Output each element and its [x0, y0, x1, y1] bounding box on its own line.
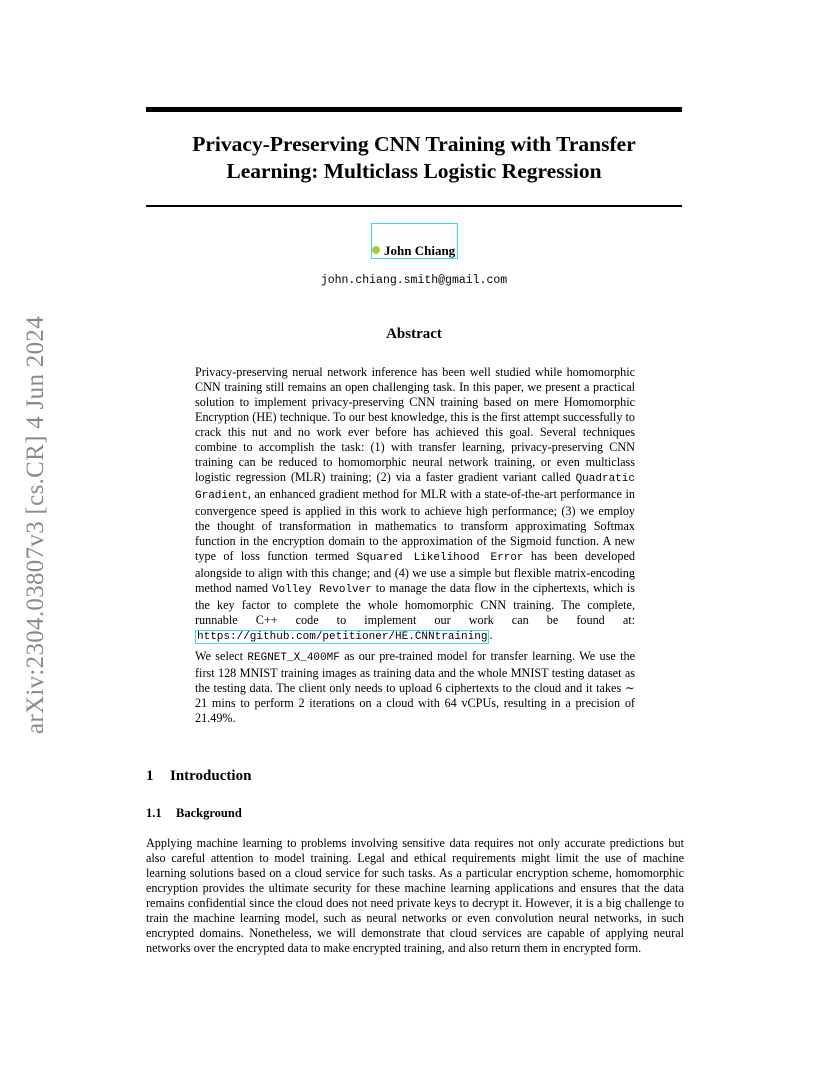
title-bottom-rule: [146, 205, 682, 207]
author-email: john.chiang.smith@gmail.com: [320, 274, 508, 287]
code-repository-link[interactable]: https://github.com/petitioner/HE.CNNtraining: [197, 631, 488, 643]
subsection-title: Background: [176, 806, 242, 820]
orcid-icon[interactable]: [372, 246, 380, 254]
abstract-text: , an enhanced gradient method for MLR with a state-of-the-art performance in convergence speed is applied in this work to achieve high performance; (3) we employ the thought of transformation in mathematics to transform approximating Softmax function in the encryption domain to the approximation of the Sigmoid function. A new type of loss function termed: [195, 487, 635, 563]
title-line: Learning: Multiclass Logistic Regression: [226, 159, 602, 183]
abstract-body: [195, 365, 635, 730]
subsection-number: 1.1: [146, 806, 162, 820]
title-top-rule: [146, 107, 682, 112]
author[interactable]: [372, 243, 455, 258]
body-paragraph: Applying machine learning to problems involving sensitive data requires not only accurate predictions but also careful attention to model training. Legal and ethical requirements might limit the use of machine learning solutions based on a cloud service for such tasks. As a particular encryption scheme, homomorphic encryption provides the ultimate security for these machine learning applications and ensures that the data remains confidential since the cloud does not need private keys to decrypt it. However, it is a big challenge to train the machine learning model, such as neural networks or even convolution neural networks, in such encrypted domains. Nonetheless, we will demonstrate that cloud services are capable of applying neural networks over the encrypted data to make encrypted training, and also return them in encrypted form.: [146, 836, 684, 955]
section-number: 1: [146, 768, 154, 784]
code-term: Squared Likelihood Error: [356, 552, 524, 564]
code-term: REGNET_X_400MF: [247, 652, 340, 664]
abstract-paragraph-2: [195, 649, 635, 726]
title-line: Privacy-Preserving CNN Training with Transfer: [192, 132, 636, 156]
arxiv-identifier: arXiv:2304.03807v3 [cs.CR] 4 Jun 2024: [22, 315, 49, 735]
author-name: John Chiang: [384, 243, 456, 258]
background-paragraph: [146, 836, 684, 956]
abstract-text: as our pre-trained model for transfer learning. We use the first 128 MNIST training images as training data and the whole MNIST testing dataset as the testing data. The client only needs to upload 6 ciphertexts to the cloud and it takes ∼ 21 mins to perform 2 iterations on a cloud with 64 vCPUs, resulting in a precision of 21.49%.: [195, 649, 635, 725]
section-title: Introduction: [170, 768, 252, 784]
abstract-text: We select: [195, 649, 248, 663]
abstract-text: .: [489, 628, 493, 642]
code-term: Volley Revolver: [271, 584, 372, 596]
abstract-text: to manage the data flow in the ciphertexts, which is the key factor to complete the whole homomorphic CNN training. The complete, runnable C++ code to implement our work can be found at:: [195, 581, 635, 627]
abstract-text: has been developed alongside to align with this change; and (4) we use a simple but flexible matrix-encoding method named: [195, 549, 635, 595]
paper-title: [146, 131, 682, 185]
subsection-heading-background: [146, 806, 242, 821]
code-term: Quadratic Gradient: [195, 473, 635, 502]
section-heading-introduction: [146, 768, 251, 785]
abstract-heading: Abstract: [386, 326, 442, 342]
abstract-text: Privacy-preserving nerual network inference has been well studied while homomorphic CNN training still remains an open challenging task. In this paper, we present a practical solution to implement privacy-preserving CNN training based on mere Homomorphic Encryption (HE) technique. To our best knowledge, this is the first attempt successfully to crack this nut and no work ever before has achieved this goal. Several techniques combine to accomplish the task: (1) with transfer learning, privacy-preserving CNN training can be reduced to homomorphic neural network training, or even multiclass logistic regression (MLR) training; (2) via a faster gradient variant called: [195, 365, 635, 484]
abstract-paragraph-1: [195, 365, 635, 645]
